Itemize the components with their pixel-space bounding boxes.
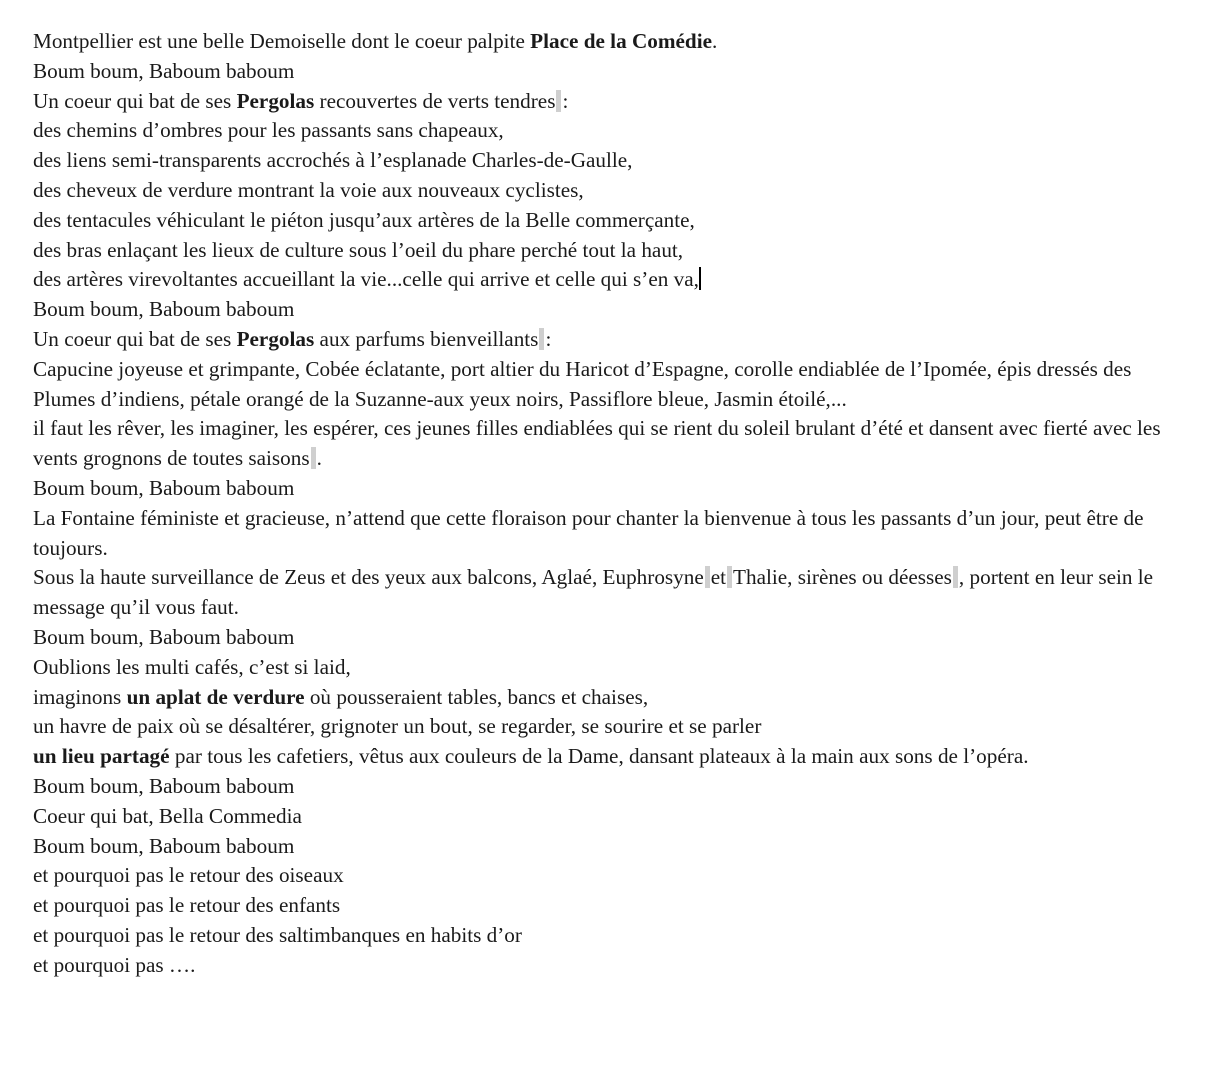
poem-line-23: Coeur qui bat, Bella Commedia [33, 803, 302, 828]
refrain-line: Boum boum, Baboum baboum [33, 475, 295, 500]
poem-line-1: Montpellier est une belle Demoiselle dont le coeur palpite Place de la Comédie. [33, 29, 718, 53]
poem-line-6: des cheveux de verdure montrant la voie aux nouveaux cyclistes, [33, 177, 584, 202]
poem-paragraph-fontaine: La Fontaine féministe et gracieuse, n’attend que cette floraison pour chanter la bienvenue à tous les passants d’un jour, peut être de toujours. [33, 505, 1144, 560]
poem-line-4: des chemins d’ombres pour les passants sans chapeaux, [33, 118, 504, 143]
poem-line-8: des bras enlaçant les lieux de culture sous l’oeil du phare perché tout la haut, [33, 237, 684, 262]
poem-paragraph-flowers: Capucine joyeuse et grimpante, Cobée éclatante, port altier du Haricot d’Espagne, corolle endiablée de l’Ipomée, épis dressés des Plumes d’indiens, pétale orangé de la Suzanne-aux yeux noirs, Passiflore bleue, Jasmin étoilé,... [33, 356, 1132, 411]
space-highlight [705, 566, 710, 588]
space-highlight [556, 90, 561, 112]
poem-paragraph-cafetiers: un lieu partagé par tous les cafetiers, vêtus aux couleurs de la Dame, dansant plateaux à la main aux sons de l’opéra. [33, 744, 1029, 769]
space-highlight [953, 566, 958, 588]
space-highlight [539, 328, 544, 350]
refrain-line: Boum boum, Baboum baboum [33, 297, 295, 322]
poem-line-27: et pourquoi pas le retour des saltimbanques en habits d’or [33, 922, 522, 947]
refrain-line: Boum boum, Baboum baboum [33, 833, 295, 858]
poem-line-9: des artères virevoltantes accueillant la vie...celle qui arrive et celle qui s’en va, [33, 267, 699, 292]
text-cursor[interactable] [699, 267, 701, 290]
poem-line-11: Un coeur qui bat de ses Pergolas aux parfums bienveillants : [33, 326, 552, 351]
poem-line-20: un havre de paix où se désaltérer, grignoter un bout, se regarder, se sourire et se parler [33, 714, 762, 739]
poem-line-7: des tentacules véhiculant le piéton jusqu’aux artères de la Belle commerçante, [33, 207, 695, 232]
poem-line-19: imaginons un aplat de verdure où pousseraient tables, bancs et chaises, [33, 684, 649, 709]
poem-line-26: et pourquoi pas le retour des enfants [33, 893, 341, 918]
refrain-line: Boum boum, Baboum baboum [33, 58, 295, 83]
space-highlight [311, 447, 316, 469]
poem-line-25: et pourquoi pas le retour des oiseaux [33, 863, 344, 888]
poem-line-3: Un coeur qui bat de ses Pergolas recouvertes de verts tendres : [33, 88, 569, 113]
refrain-line: Boum boum, Baboum baboum [33, 773, 295, 798]
poem-paragraph-zeus: Sous la haute surveillance de Zeus et des yeux aux balcons, Aglaé, Euphrosyne et Thalie, sirènes ou déesses , portent en leur sein le message qu’il vous faut. [33, 565, 1154, 620]
poem-line-28: et pourquoi pas …. [33, 952, 196, 977]
space-highlight [727, 566, 732, 588]
place-de-la-comedie: Place de la Comédie [530, 29, 712, 53]
poem-paragraph-dream: il faut les rêver, les imaginer, les espérer, ces jeunes filles endiablées qui se rient du soleil brulant d’été et dansent avec fierté avec les vents grognons de toutes saisons . [33, 416, 1161, 471]
poem-line-5: des liens semi-transparents accrochés à l’esplanade Charles-de-Gaulle, [33, 148, 633, 173]
refrain-line: Boum boum, Baboum baboum [33, 624, 295, 649]
poem-line-18: Oublions les multi cafés, c’est si laid, [33, 654, 351, 679]
